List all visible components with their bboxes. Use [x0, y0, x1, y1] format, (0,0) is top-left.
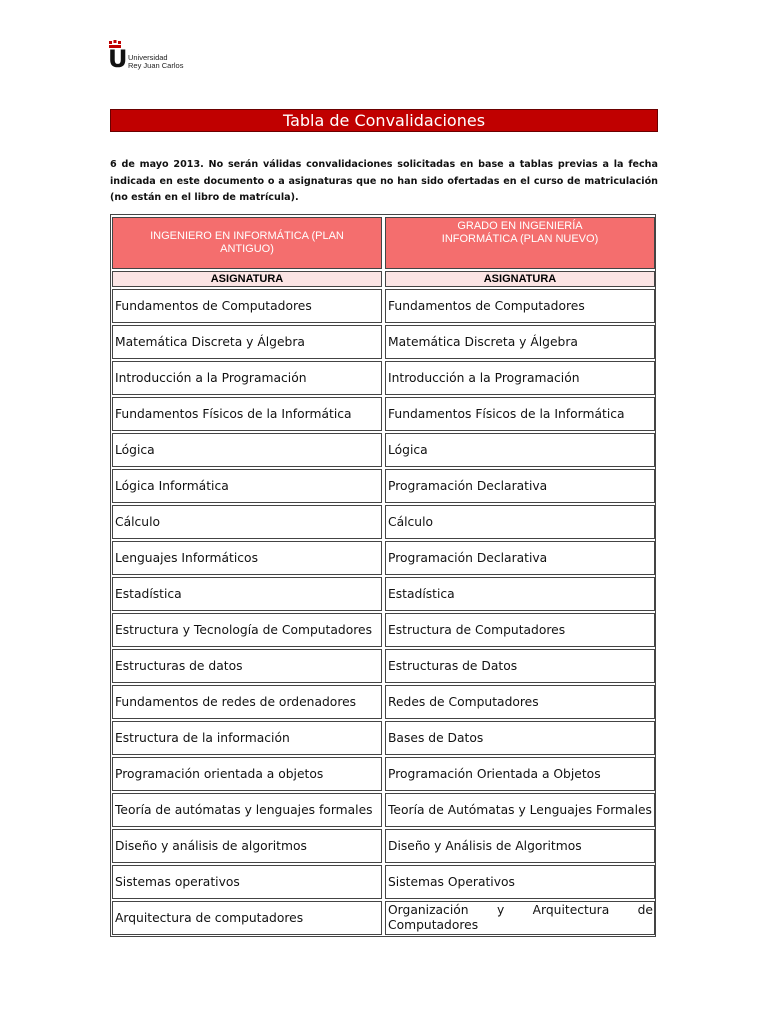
table-cell-old-plan: Lenguajes Informáticos: [112, 541, 382, 575]
table-cell-old-plan: Fundamentos de Computadores: [112, 289, 382, 323]
table-cell-old-plan: Lógica Informática: [112, 469, 382, 503]
table-cell-new-plan: Diseño y Análisis de Algoritmos: [385, 829, 655, 863]
table-cell-new-plan: Estructuras de Datos: [385, 649, 655, 683]
table-cell-new-plan: Bases de Datos: [385, 721, 655, 755]
table-cell-old-plan: Arquitectura de computadores: [112, 901, 382, 935]
table-cell-old-plan: Diseño y análisis de algoritmos: [112, 829, 382, 863]
table-cell-old-plan: Introducción a la Programación: [112, 361, 382, 395]
table-cell-old-plan: Fundamentos Físicos de la Informática: [112, 397, 382, 431]
table-cell-old-plan: Sistemas operativos: [112, 865, 382, 899]
table-cell-old-plan: Estructuras de datos: [112, 649, 382, 683]
table-cell-old-plan: Cálculo: [112, 505, 382, 539]
table-cell-new-plan: Estructura de Computadores: [385, 613, 655, 647]
page-title: Tabla de Convalidaciones: [110, 109, 658, 132]
table-cell-new-plan: Fundamentos Físicos de la Informática: [385, 397, 655, 431]
table-cell-new-plan: Teoría de Autómatas y Lenguajes Formales: [385, 793, 655, 827]
university-name-line2: Rey Juan Carlos: [128, 61, 184, 70]
table-cell-new-plan: Introducción a la Programación: [385, 361, 655, 395]
table-cell-new-plan: Programación Declarativa: [385, 541, 655, 575]
table-cell-new-plan: Matemática Discreta y Álgebra: [385, 325, 655, 359]
column-header-old-plan: [112, 217, 382, 269]
table-cell-new-plan: Cálculo: [385, 505, 655, 539]
table-cell-new-plan: Fundamentos de Computadores: [385, 289, 655, 323]
sub-header-old: ASIGNATURA: [112, 271, 382, 287]
university-name-line1: Universidad: [128, 53, 168, 62]
table-cell-new-plan: Sistemas Operativos: [385, 865, 655, 899]
table-cell-old-plan: Estructura y Tecnología de Computadores: [112, 613, 382, 647]
intro-paragraph: 6 de mayo 2013. No serán válidas convalidaciones solicitadas en base a tablas previas a la fecha indicada en este documento o a asignaturas que no han sido ofertadas en el curso de matriculación (no están en el libro de matrícula).: [110, 159, 658, 203]
table-cell-new-plan: Redes de Computadores: [385, 685, 655, 719]
table-cell-old-plan: Teoría de autómatas y lenguajes formales: [112, 793, 382, 827]
column-header-new-plan-label: GRADO EN INGENIERÍA INFORMÁTICA (PLAN NUEVO): [441, 220, 599, 245]
table-cell-old-plan: Fundamentos de redes de ordenadores: [112, 685, 382, 719]
table-cell-old-plan: Estadística: [112, 577, 382, 611]
table-cell-old-plan: Lógica: [112, 433, 382, 467]
column-header-old-plan-label: INGENIERO EN INFORMÁTICA (PLAN ANTIGUO): [150, 230, 344, 255]
table-cell-old-plan: Programación orientada a objetos: [112, 757, 382, 791]
column-header-new-plan: [385, 217, 655, 269]
table-cell-new-plan: Estadística: [385, 577, 655, 611]
table-cell-old-plan: Estructura de la información: [112, 721, 382, 755]
logo-u-mark: U: [108, 45, 128, 73]
sub-header-new: ASIGNATURA: [385, 271, 655, 287]
table-cell-new-plan: Organización y Arquitectura de Computadores: [385, 901, 655, 935]
table-cell-old-plan: Matemática Discreta y Álgebra: [112, 325, 382, 359]
table-cell-new-plan: Programación Declarativa: [385, 469, 655, 503]
table-cell-new-plan: Lógica: [385, 433, 655, 467]
university-name: [128, 54, 183, 70]
table-cell-new-plan: Programación Orientada a Objetos: [385, 757, 655, 791]
